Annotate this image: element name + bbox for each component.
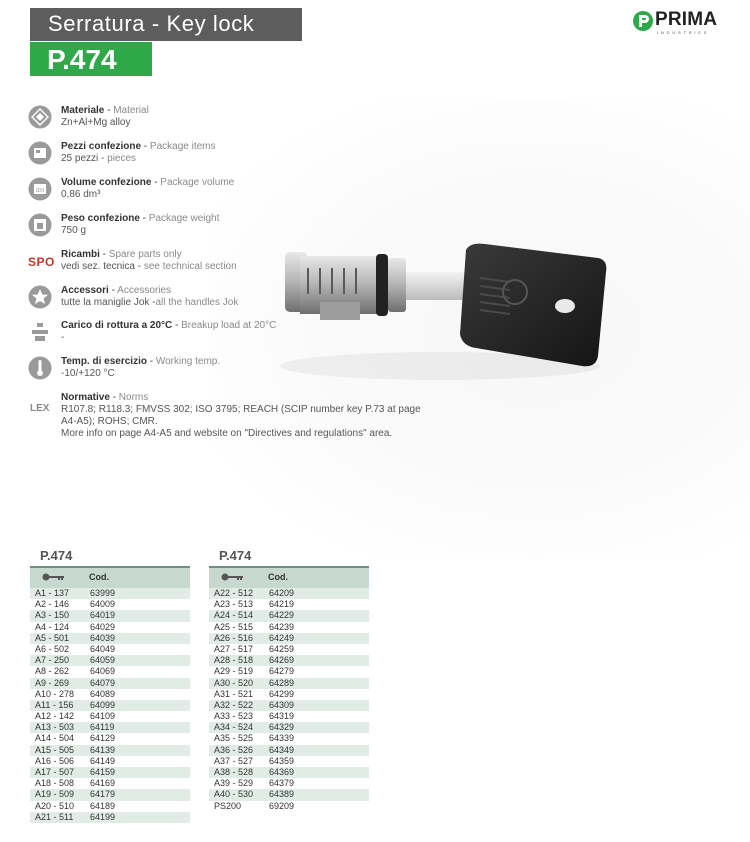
- table-row: [209, 711, 369, 722]
- row-key-code: A13 - 503: [35, 722, 75, 733]
- table-row: [209, 756, 369, 767]
- row-product-code: 64339: [269, 733, 295, 744]
- row-product-code: 64169: [90, 778, 116, 789]
- spec-value-en: see technical section: [143, 261, 237, 272]
- table-row: [30, 733, 190, 744]
- spec-value-line: More info on page A4-A5 and website on "Directives and regulations" area.: [61, 428, 393, 439]
- title-bar: [30, 8, 302, 41]
- table-row: [209, 700, 369, 711]
- prima-logo-icon: [632, 10, 654, 32]
- table-row: [209, 745, 369, 756]
- row-product-code: 64179: [90, 789, 116, 800]
- table-row: [30, 778, 190, 789]
- product-code: P.474: [47, 44, 117, 75]
- row-product-code: 64159: [90, 767, 116, 777]
- spec-value-en: all the handles Jok: [155, 297, 239, 308]
- row-product-code: 64319: [269, 711, 295, 722]
- spec-value: 750 g: [61, 225, 87, 236]
- spec-label: Materiale: [61, 105, 105, 116]
- row-key-code: A25 - 515: [214, 621, 254, 632]
- material-icon: [28, 105, 52, 129]
- row-product-code: 64359: [269, 755, 295, 766]
- row-key-code: A15 - 505: [35, 744, 75, 755]
- spec-value-en: pieces: [107, 153, 137, 164]
- table-header: [209, 566, 369, 588]
- row-product-code: 64009: [90, 599, 116, 610]
- row-key-code: A39 - 529: [214, 778, 254, 789]
- table-row: [30, 767, 190, 778]
- row-product-code: 64139: [90, 744, 116, 755]
- row-key-code: A28 - 518: [214, 655, 254, 666]
- table-row: [30, 678, 190, 689]
- table-row: [30, 666, 190, 677]
- spec-label-en: Norms: [118, 392, 149, 403]
- row-key-code: A30 - 520: [214, 677, 254, 688]
- code-table-right: [209, 566, 369, 812]
- table-row: [30, 610, 190, 621]
- row-key-code: A24 - 514: [214, 610, 254, 621]
- svg-text:dm: dm: [36, 188, 45, 194]
- table-row: [30, 745, 190, 756]
- row-product-code: 64349: [269, 744, 295, 755]
- spec-value-line: R107.8; R118.3; FMVSS 302; ISO 3795; REACH (SCIP number key P.73 at page: [61, 404, 421, 415]
- row-key-code: A10 - 278: [35, 688, 75, 699]
- spec-value: -10/+120 °C: [61, 368, 115, 379]
- row-product-code: 64069: [90, 666, 116, 677]
- row-product-code: 64379: [269, 778, 295, 789]
- table-row: [209, 767, 369, 778]
- row-product-code: 64269: [269, 655, 295, 666]
- row-key-code: A4 - 124: [35, 621, 70, 632]
- table-row: [30, 711, 190, 722]
- column-header-code: Cod.: [89, 572, 109, 582]
- row-product-code: 64039: [90, 632, 116, 643]
- row-key-code: A3 - 150: [35, 610, 70, 621]
- table-title: P.474: [40, 548, 73, 563]
- table-row: [30, 812, 190, 823]
- spec-value: 25 pezzi: [61, 153, 99, 164]
- row-product-code: 64099: [90, 699, 116, 710]
- table-row: [209, 801, 369, 812]
- table-row: [209, 689, 369, 700]
- row-product-code: 64189: [90, 800, 116, 811]
- row-key-code: A38 - 528: [214, 767, 254, 777]
- spec-label-en: Material: [113, 105, 149, 116]
- row-product-code: 63999: [90, 588, 116, 598]
- row-key-code: A23 - 513: [214, 599, 254, 610]
- code-table-left: [30, 566, 190, 823]
- table-row: [30, 700, 190, 711]
- row-key-code: A37 - 527: [214, 755, 254, 766]
- product-code-bar: [30, 42, 152, 76]
- row-product-code: 64119: [90, 722, 115, 733]
- row-key-code: A20 - 510: [35, 800, 75, 811]
- spec-label-en: Package weight: [148, 213, 220, 224]
- row-key-code: A11 - 156: [35, 699, 74, 710]
- table-row: [30, 722, 190, 733]
- row-key-code: A17 - 507: [35, 767, 75, 777]
- table-rows: [209, 588, 369, 812]
- spec-label: Peso confezione: [61, 213, 140, 224]
- page-title: Serratura - Key lock: [48, 11, 255, 36]
- spec-label-en: Breakup load at 20°C: [181, 320, 277, 331]
- row-product-code: 64389: [269, 789, 295, 800]
- breakup-load-icon: [28, 320, 52, 344]
- brand-sub: INDUSTRIES: [657, 30, 710, 35]
- row-product-code: 64129: [90, 733, 116, 744]
- package-volume-icon: [28, 177, 52, 201]
- table-row: [30, 622, 190, 633]
- row-key-code: A9 - 269: [35, 677, 70, 688]
- row-product-code: 64079: [90, 677, 116, 688]
- key-icon: [42, 573, 64, 581]
- row-key-code: A32 - 522: [214, 699, 254, 710]
- row-key-code: A40 - 530: [214, 789, 254, 800]
- table-row: [30, 756, 190, 767]
- row-key-code: A1 - 137: [35, 588, 70, 598]
- table-row: [209, 789, 369, 800]
- row-product-code: 64149: [90, 755, 116, 766]
- table-row: [209, 610, 369, 621]
- key-lock-image: [280, 238, 610, 388]
- row-product-code: 64279: [269, 666, 295, 677]
- table-row: [209, 778, 369, 789]
- spec-label: Pezzi confezione: [61, 141, 142, 152]
- row-product-code: 64089: [90, 688, 116, 699]
- row-key-code: A12 - 142: [35, 711, 75, 722]
- table-row: [209, 678, 369, 689]
- row-product-code: 64299: [269, 688, 295, 699]
- table-row: [30, 801, 190, 812]
- spec-label-en: Package volume: [160, 177, 235, 188]
- spec-label-en: Spare parts only: [108, 249, 182, 260]
- row-key-code: A31 - 521: [214, 688, 254, 699]
- table-row: [209, 644, 369, 655]
- table-rows: [30, 588, 190, 823]
- row-key-code: A26 - 516: [214, 632, 254, 643]
- table-title: P.474: [219, 548, 252, 563]
- row-key-code: A34 - 524: [214, 722, 254, 733]
- spare-parts-icon: SPO: [28, 255, 55, 269]
- lex-icon: LEX: [30, 403, 50, 414]
- table-row: [209, 733, 369, 744]
- row-product-code: 64059: [90, 655, 116, 666]
- brand-name: PRIMA: [655, 9, 718, 30]
- row-key-code: A33 - 523: [214, 711, 254, 722]
- table-row: [30, 633, 190, 644]
- row-key-code: A5 - 501: [35, 632, 70, 643]
- row-key-code: A14 - 504: [35, 733, 75, 744]
- package-weight-icon: [28, 213, 52, 237]
- row-product-code: 69209: [269, 800, 295, 811]
- row-key-code: A18 - 508: [35, 778, 75, 789]
- row-product-code: 64289: [269, 677, 295, 688]
- spec-label: Ricambi: [61, 249, 100, 260]
- row-key-code: A35 - 525: [214, 733, 254, 744]
- table-row: [30, 789, 190, 800]
- column-header-code: Cod.: [268, 572, 288, 582]
- table-row: [30, 644, 190, 655]
- row-key-code: A29 - 519: [214, 666, 254, 677]
- spec-label: Volume confezione: [61, 177, 152, 188]
- row-product-code: 64229: [269, 610, 295, 621]
- row-product-code: 64109: [90, 711, 116, 722]
- table-header: [30, 566, 190, 588]
- star-icon: [28, 285, 52, 309]
- spec-label-en: Accessories: [117, 285, 172, 296]
- row-product-code: 64309: [269, 699, 295, 710]
- row-key-code: A22 - 512: [214, 588, 254, 598]
- package-items-icon: [28, 141, 52, 165]
- spec-label-en: Package items: [149, 141, 216, 152]
- spec-value: Zn+Al+Mg alloy: [61, 117, 131, 128]
- row-product-code: 64329: [269, 722, 295, 733]
- table-row: [209, 622, 369, 633]
- row-product-code: 64209: [269, 588, 295, 598]
- row-product-code: 64219: [269, 599, 295, 610]
- row-product-code: 64249: [269, 632, 295, 643]
- table-row: [30, 588, 190, 599]
- spec-value: 0,86 dm³: [61, 189, 101, 200]
- spec-label-en: Working temp.: [155, 356, 221, 367]
- row-product-code: 64029: [90, 621, 116, 632]
- table-row: [209, 588, 369, 599]
- table-row: [209, 599, 369, 610]
- spec-label: Normative: [61, 392, 110, 403]
- spec-value: tutte la maniglie Jok: [61, 297, 150, 308]
- table-row: [30, 599, 190, 610]
- table-row: [209, 666, 369, 677]
- row-key-code: A19 - 509: [35, 789, 75, 800]
- row-product-code: 64019: [90, 610, 116, 621]
- table-row: [209, 722, 369, 733]
- row-key-code: A16 - 506: [35, 755, 75, 766]
- spec-value: vedi sez. tecnica: [61, 261, 135, 272]
- row-key-code: A2 - 146: [35, 599, 70, 610]
- row-key-code: A27 - 517: [214, 643, 254, 654]
- row-product-code: 64369: [269, 767, 295, 777]
- thermometer-icon: [28, 356, 52, 380]
- row-key-code: A36 - 526: [214, 744, 254, 755]
- row-key-code: A8 - 262: [35, 666, 70, 677]
- spec-value-line: A4-A5); ROHS; CMR.: [61, 416, 158, 427]
- spec-label: Accessori: [61, 285, 109, 296]
- row-product-code: 64049: [90, 643, 116, 654]
- row-key-code: A21 - 511: [35, 811, 74, 822]
- table-row: [30, 655, 190, 666]
- row-product-code: 64239: [269, 621, 295, 632]
- table-row: [30, 689, 190, 700]
- brand-logo: [632, 10, 732, 36]
- row-key-code: A7 - 250: [35, 655, 70, 666]
- table-row: [209, 633, 369, 644]
- table-row: [209, 655, 369, 666]
- key-icon: [221, 573, 243, 581]
- row-key-code: PS200: [214, 800, 242, 811]
- spec-label: Carico di rottura a 20°C: [61, 320, 173, 331]
- row-product-code: 64199: [90, 811, 116, 822]
- spec-value: -: [61, 332, 65, 343]
- row-product-code: 64259: [269, 643, 295, 654]
- spec-label: Temp. di esercizio: [61, 356, 147, 367]
- row-key-code: A6 - 502: [35, 643, 70, 654]
